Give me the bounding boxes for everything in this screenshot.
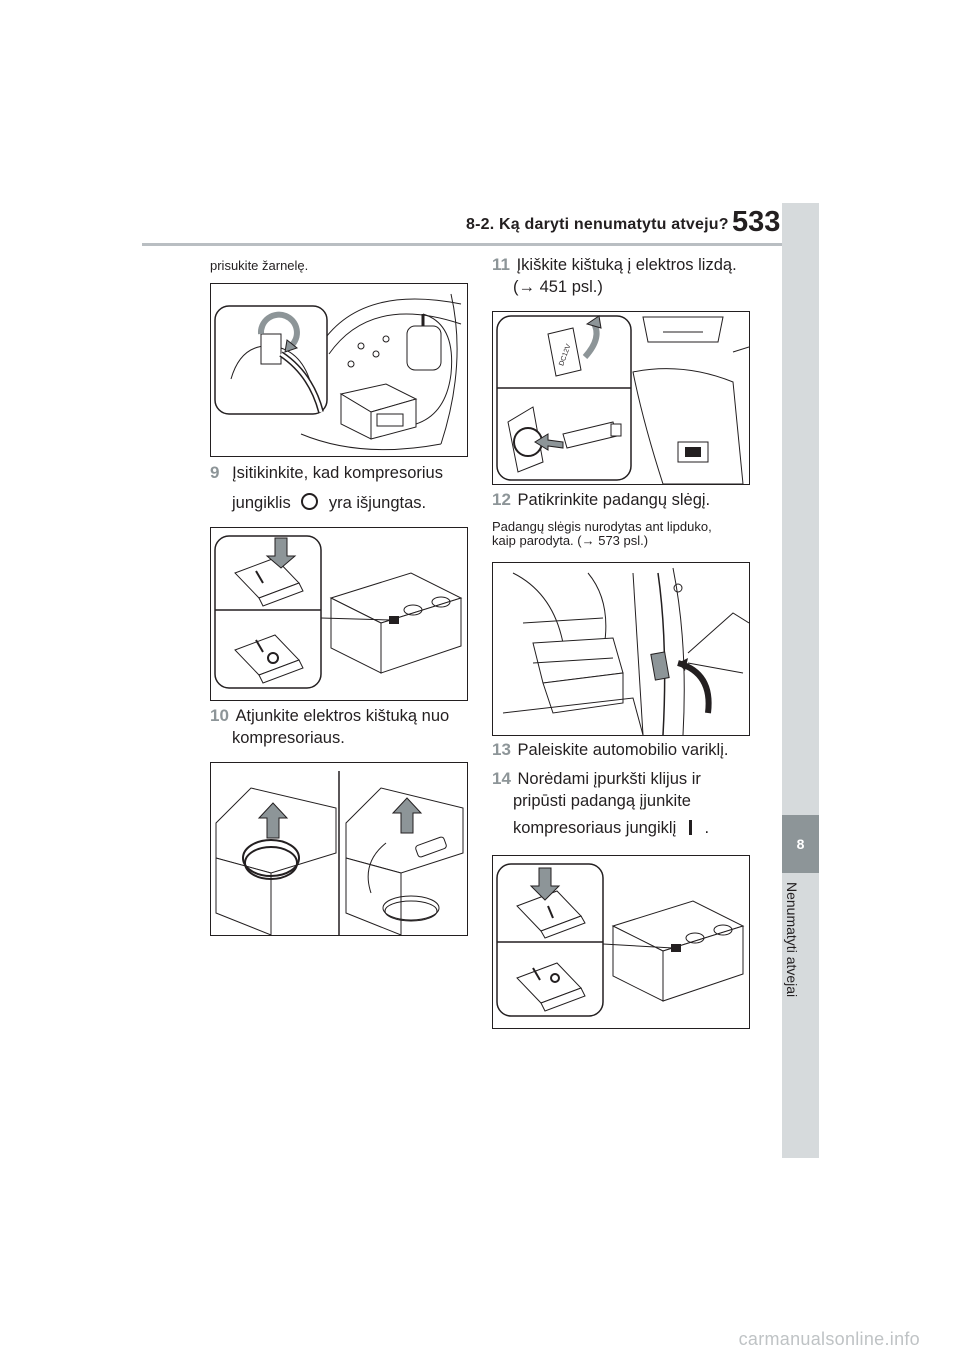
step-13-number: 13	[492, 740, 511, 759]
on-symbol-icon	[689, 820, 692, 835]
step-11-text: Įkiškite kištuką į elektros lizdą.	[516, 256, 737, 274]
step-11-reference: (→ 451 psl.)	[513, 278, 603, 296]
off-symbol-icon	[301, 493, 318, 510]
step-14-text-b: .	[704, 819, 710, 837]
step-9-line2	[232, 493, 426, 513]
step-9-text: Įsitikinkite, kad kompresorius	[232, 464, 443, 482]
step-9-number: 9	[210, 463, 220, 482]
step-10-number: 10	[210, 706, 229, 725]
chapter-side-tab	[782, 203, 819, 1158]
page-number: 533	[732, 206, 781, 238]
step-10-text: Atjunkite elektros kištuką nuo	[235, 707, 450, 725]
step-14-line2: pripūsti padangą įjunkite	[513, 792, 691, 810]
figure-switch-off	[210, 527, 468, 701]
figure-door-sticker	[492, 562, 750, 736]
step-14-number: 14	[492, 769, 511, 788]
step-11-number: 11	[492, 255, 510, 274]
step-9-text-a: jungiklis	[232, 494, 291, 512]
figure-switch-on	[492, 855, 750, 1029]
intro-text: prisukite žarnelę.	[210, 258, 309, 273]
step-14	[492, 769, 701, 789]
socket-label: DC12V	[558, 343, 573, 367]
figure-unplug	[210, 762, 468, 936]
step-13-text: Paleiskite automobilio variklį.	[517, 741, 729, 759]
figure-hose-attach	[210, 283, 468, 457]
step-11	[492, 255, 737, 275]
step-9	[210, 463, 443, 483]
chapter-label: Nenumatyti atvejai	[784, 882, 800, 998]
step-12-note-line1: Padangų slėgis nurodytas ant lipduko,	[492, 519, 712, 534]
step-12-text: Patikrinkite padangų slėgį.	[517, 491, 711, 509]
step-12-number: 12	[492, 490, 511, 509]
step-13	[492, 740, 728, 760]
step-14-text: Norėdami įpurkšti klijus ir	[517, 770, 701, 788]
header-divider	[142, 243, 782, 246]
step-10-line2: kompresoriaus.	[232, 729, 345, 747]
step-14-line3	[513, 819, 709, 838]
figure-power-socket	[492, 311, 750, 485]
step-9-text-b: yra išjungtas.	[328, 494, 427, 512]
step-12	[492, 490, 710, 510]
footer-watermark: carmanualsonline.info	[738, 1329, 920, 1349]
step-14-text-a: kompresoriaus jungiklį	[513, 819, 677, 837]
section-title: 8-2. Ką daryti nenumatytu atveju?	[466, 216, 729, 233]
step-10	[210, 706, 449, 726]
step-12-note-line2: kaip parodyta. (→ 573 psl.)	[492, 533, 649, 548]
chapter-number: 8	[782, 815, 819, 873]
